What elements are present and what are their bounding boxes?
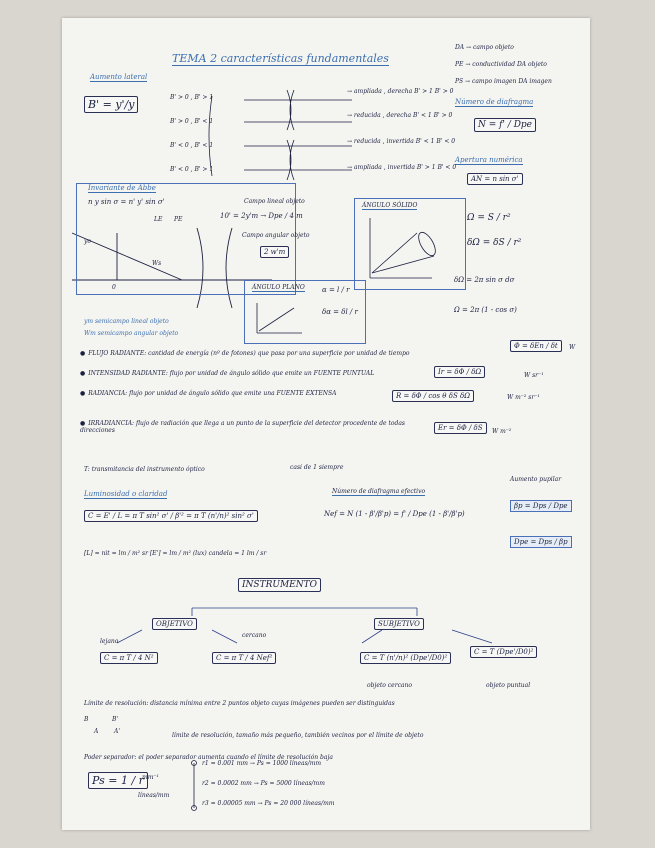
transmitancia-text: T: transmitancia del instrumento óptico <box>84 466 205 473</box>
poder-sub: líneas/mm <box>138 792 170 799</box>
aumento-pupilar-formula: βp = Dps / Dpe <box>510 500 572 512</box>
cercano-label: cercano <box>242 632 267 639</box>
units-line: [L] = nit = lm / m² sr [E'] = lm / m² (lux) candela = 1 lm / sr <box>84 550 267 557</box>
intensidad-formula: Ir = δΦ / δΩ <box>434 366 485 378</box>
aumento-cond-1: B' > 0 , B' > 1 <box>170 94 214 101</box>
label-b: B <box>84 716 89 723</box>
campo-angular-label: Campo angular objeto <box>242 232 310 239</box>
aumento-result-2: → reducida , derecha B' < 1 B' > 0 <box>347 112 453 119</box>
label-a-prime: A' <box>114 728 120 735</box>
aumento-result-4: → ampliada , invertida B' > 1 B' < 0 <box>347 164 457 171</box>
limite-detail: límite de resolución, tamaño más pequeño, también vecinos por el límite de objeto <box>172 732 424 739</box>
notebook-page <box>62 18 590 830</box>
example-2: r2 = 0.0002 mm → Ps = 5000 líneas/mm <box>202 780 325 787</box>
luminosidad-label: Luminosidad o claridad <box>84 490 168 498</box>
note-ps: PS → campo imagen DA imagen <box>455 78 552 85</box>
label-pe: PE <box>174 216 183 223</box>
example-3: r3 = 0.00005 mm → Ps = 20 000 líneas/mm <box>202 800 335 807</box>
objeto-puntual-caption: objeto puntual <box>486 682 531 689</box>
subjetivo-label: SUBJETIVO <box>374 618 424 630</box>
aumento-formula: B' = y'/y <box>84 96 138 113</box>
subjetivo-formula1: C = T (n'/n)² (Dpe'/D0)² <box>360 652 451 664</box>
topic-title: TEMA 2 características fundamentales <box>172 52 389 65</box>
aumento-cond-4: B' < 0 , B' > 1 <box>170 166 214 173</box>
poder-unit: mm⁻¹ <box>142 774 159 781</box>
aumento-cond-3: B' < 0 , B' < 1 <box>170 142 214 149</box>
irradiancia-unit: W m⁻² <box>492 428 512 435</box>
label-le: LE <box>154 216 163 223</box>
objetivo-cercano-formula: C = π T / 4 Nef² <box>212 652 276 664</box>
radiancia-text: ● RADIANCIA: flujo por unidad de ángulo sólido que emite una FUENTE EXTENSA <box>80 390 336 397</box>
intensidad-unit: W sr⁻¹ <box>524 372 544 379</box>
intensidad-text: ● INTENSIDAD RADIANTE: flujo por unidad de ángulo sólido que emite un FUENTE PUNTUAL <box>80 370 374 377</box>
abbe-formula: n y sin σ = n' y' sin σ' <box>88 198 165 206</box>
omega-eq1: δΩ = 2π sin σ dσ <box>454 276 515 284</box>
flujo-text: ● FLUJO RADIANTE: cantidad de energía (nº de fotones) que pasa por una superficie por unidad de tiempo <box>80 350 410 357</box>
flujo-unit: W <box>569 344 576 351</box>
aumento-result-1: → ampliada , derecha B' > 1 B' > 0 <box>347 88 454 95</box>
numero-diafragma-label: Número de diafragma <box>455 98 534 106</box>
note-pe: PE → conductividad DA objeto <box>455 61 547 68</box>
numero-diafragma-formula: N = f' / Dpe <box>474 118 536 132</box>
subjetivo-formula2: C = T (Dpe'/D0)² <box>470 646 537 658</box>
flujo-formula: Φ = δEn / δt <box>510 340 562 352</box>
angulo-solido-delta: δΩ = δS / r² <box>467 238 522 248</box>
radiancia-unit: W m⁻² sr⁻¹ <box>507 394 540 401</box>
angulo-solido-formula: Ω = S / r² <box>467 213 511 223</box>
label-b-prime: B' <box>112 716 119 723</box>
angulo-solido-label: ÁNGULO SÓLIDO <box>362 202 418 209</box>
diafragma-efectivo-label: Número de diafragma efectivo <box>332 488 426 495</box>
apertura-label: Apertura numérica <box>455 156 523 164</box>
irradiancia-formula: Er = δΦ / δS <box>434 422 487 434</box>
poder-formula: Ps = 1 / r <box>88 772 148 789</box>
ym-caption: ym semicampo lineal objeto <box>84 318 169 325</box>
radiancia-formula: R = δΦ / cos θ δS δΩ <box>392 390 474 402</box>
aumento-pupilar-inv: Dpe = Dps / βp <box>510 536 572 548</box>
luminosidad-formula: C = E' / L = π T sin² σ' / β'² = π T (n'/n)² sin² σ' <box>84 510 258 522</box>
label-ws: Ws <box>152 260 162 267</box>
limite-resolucion: Límite de resolución: distancia mínima entre 2 puntos objeto cuyas imágenes pueden ser distinguidas <box>84 700 395 707</box>
angulo-plano-formula: α = l / r <box>322 286 350 294</box>
label-yo: yo <box>84 238 92 245</box>
aumento-lateral-label: Aumento lateral <box>90 73 148 81</box>
example-1: r1 = 0.001 mm → Ps = 1000 líneas/mm <box>202 760 322 767</box>
objetivo-lejano-formula: C = π T / 4 N² <box>100 652 158 664</box>
wm-caption: Wm semicampo angular objeto <box>84 330 179 337</box>
note-da: DA → campo objeto <box>455 44 514 51</box>
apertura-formula: AN = n sin σ' <box>467 173 523 185</box>
lejano-label: lejano <box>100 638 119 645</box>
irradiancia-text: ● IRRADIANCIA: flujo de radiación que llega a un punto de la superficie del detector procedente de todas direcciones <box>80 420 420 434</box>
campo-angular-formula: 2 w'm <box>260 246 289 258</box>
aumento-cond-2: B' > 0 , B' < 1 <box>170 118 214 125</box>
abbe-label: Invariante de Abbe <box>88 184 156 192</box>
label-a: A <box>94 728 99 735</box>
objeto-cercano-caption: objeto cercano <box>367 682 412 689</box>
transmitancia-note: casi de 1 siempre <box>290 464 344 471</box>
angulo-plano-delta: δα = δl / r <box>322 308 358 316</box>
diafragma-efectivo-formula: Nef = N (1 - β'/β'p) = f' / Dpe (1 - β'/β'p) <box>324 510 465 518</box>
aumento-result-3: → reducida , invertida B' < 1 B' < 0 <box>347 138 456 145</box>
angulo-plano-label: ÁNGULO PLANO <box>252 284 305 291</box>
poder-separador: Poder separador: el poder separador aumenta cuando el límite de resolución baja <box>84 754 333 761</box>
instrumento-label: INSTRUMENTO <box>238 578 321 592</box>
omega-eq2: Ω = 2π (1 - cos σ) <box>454 306 517 314</box>
objetivo-label: OBJETIVO <box>152 618 197 630</box>
campo-lineal-label: Campo lineal objeto <box>244 198 305 205</box>
angulo-solido-frame <box>354 198 466 290</box>
label-zero: 0 <box>112 284 116 291</box>
aumento-pupilar-label: Aumento pupilar <box>510 476 562 483</box>
campo-lineal-formula: 10' = 2y'm → Dpe / 4 m <box>220 212 303 220</box>
